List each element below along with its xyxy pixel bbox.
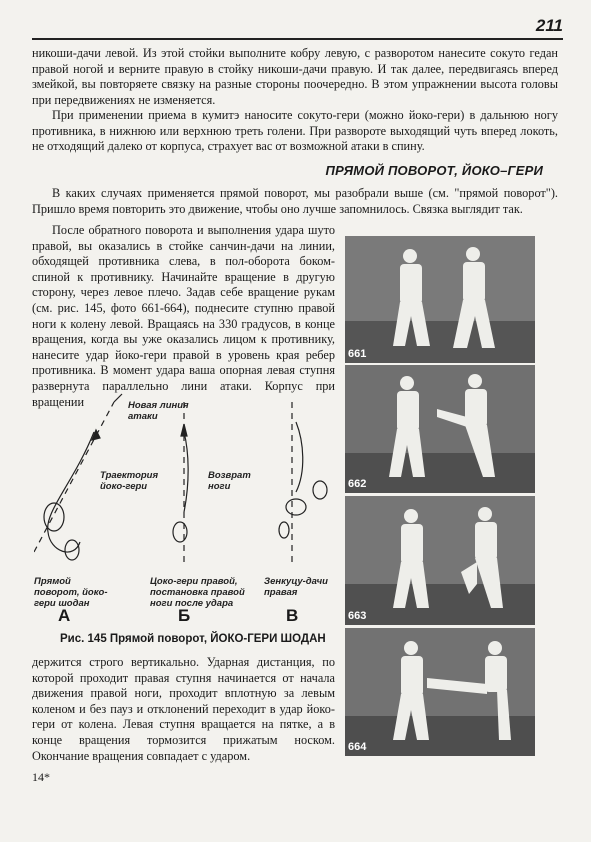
intro-paragraph-2: При применении приема в кумитэ наносите сокуто-гери (можно йоко-гери) в дальнюю ногу противника, в нижнюю или верхнюю треть голени. При развороте выходящий чуть вперед локоть, не отходящий далеко от корпуса, страхует вас от возможной атаки в спину. (32, 108, 558, 154)
photo-illustration (345, 236, 535, 363)
bottom-paragraph: держится строго вертикально. Ударная дистанция, по которой проходит правая ступня начинается от начала движения правой ноги, проходит вплотную за левым коленом и без пауз и отклонений переходит в удар йоко-гери от колена. Левая ступня вращается на пятке, а в конце вращения тормозится прижатым носком. Окончание вращения совпадает с ударом. (32, 655, 335, 763)
page-number: 211 (535, 16, 563, 35)
trajectory-line (48, 432, 94, 552)
label-trajectory: Траектория йоко-гери (100, 470, 159, 492)
foot-print-a2 (65, 540, 79, 560)
photo-662 (345, 365, 535, 493)
photo-number: 664 (348, 741, 367, 753)
foot-print-c3 (279, 522, 289, 538)
label-c-desc: Зенкуцу-дачи правая (264, 576, 328, 598)
column-paragraph: После обратного поворота и выполнения удара шуто правой, вы оказались в стойке санчин-дачи на линии, обходящей противника слева, в пол-оборота боком-спиной к противнику. Начинайте вращение в другую сторону, через левое плечо. Задав себе вращение рукам (см. рис. 145, фото 661-664), поднесите ступню правой ноги к колену левой. Вращаясь на 330 градусов, в конце вращения, когда вы уже оказались лицом к противнику, нанесите удар йоко-гери правой в уровень края ребер противника. В момент удара ваша опорная левая ступня развернута параллельно лини атаки. Корпус при вращении (32, 223, 335, 409)
figure-caption: Рис. 145 Прямой поворот, ЙОКО-ГЕРИ ШОДАН (60, 633, 326, 645)
photo-number: 662 (348, 478, 367, 490)
foot-print-c2 (286, 499, 306, 515)
foot-print-c1 (313, 481, 327, 499)
photo-number: 661 (348, 348, 367, 360)
label-a-desc: Прямой поворот, йоко-гери шодан (34, 576, 108, 609)
photo-illustration (345, 496, 535, 625)
letter-a: А (58, 606, 71, 625)
intro-paragraph-1: никоши-дачи левой. Из этой стойки выполните кобру левую, с разворотом нанесите сокуто гедан правой ногой и верните правую в стойку никоши-дачи правую. И так далее, передвигаясь вперед змейкой, вы повторяете связку на разные стороны поочередно. В этом упражнении высота головы при передвижениях не изменяется. (32, 46, 558, 107)
photo-663 (345, 496, 535, 625)
kick-diagram (34, 392, 334, 625)
diagram-c (279, 402, 327, 562)
footer-mark: 14* (32, 770, 50, 784)
photo-illustration (345, 365, 535, 493)
photo-illustration (345, 628, 535, 756)
letter-c: В (286, 606, 299, 625)
photo-661 (345, 236, 535, 363)
label-b-desc: Цоко-гери правой, постановка правой ноги после удара (150, 576, 245, 609)
arrow-head-b (181, 424, 187, 436)
foot-print-b (173, 522, 187, 542)
photo-number: 663 (348, 610, 367, 622)
section-heading: ПРЯМОЙ ПОВОРОТ, ЙОКО–ГЕРИ (325, 163, 543, 178)
label-new-line: Новая линия атаки (128, 400, 189, 422)
header-rule (32, 38, 563, 40)
photo-664 (345, 628, 535, 756)
section-intro: В каких случаях применяется прямой поворот, мы разобрали выше (см. "прямой поворот"). Пришло время повторить это движение, чтобы оно лучше запомнилось. Связка выглядит так. (32, 186, 558, 216)
label-return: Возврат ноги (208, 470, 251, 492)
diagram-b (173, 402, 188, 562)
letter-b: Б (178, 606, 191, 625)
